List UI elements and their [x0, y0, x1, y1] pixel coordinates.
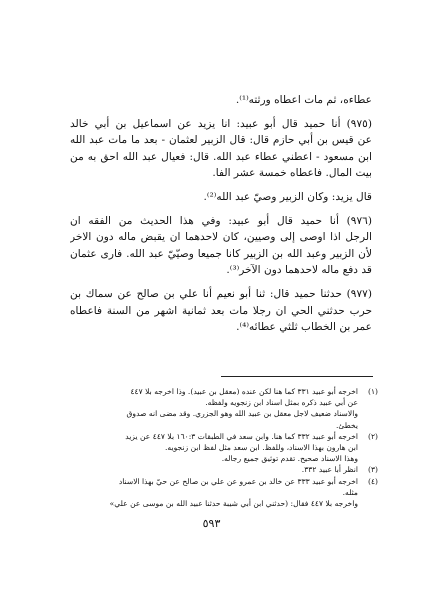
footnote-line: وهذا الاسناد صحيح. تقدم توثيق جميع رجاله. — [221, 454, 358, 464]
footnote — [56, 464, 378, 475]
footnotes-block — [56, 386, 378, 509]
page-number: ٥٩٣ — [202, 517, 221, 530]
footnote-line: انظر أبا عبيد ٣٣٢. — [301, 465, 358, 475]
text-line: (٩٧٥) أنا حميد قال أبو عبيد: انا يزيد عن اسماعيل بن أبي خالد — [70, 117, 372, 130]
footnote-line: اخرجه أبو عبيد ٣٣٢ كما هنا. وابن سعد في الطبقات ١٦٠:٣ بلا ٤٤٧ عن يزيد — [125, 431, 358, 441]
footnote-line: مثله. — [342, 487, 358, 497]
footnote-line: اخرجه أبو عبيد ٣٣٣ عن خالد بن عمرو عن علي بن صالح عن حيّ بهذا الاسناد — [118, 476, 358, 486]
text-line: عن قيس بن أبي حازم قال: قال الزبير لعثمان - بعد ما مات عبد الله — [70, 134, 372, 147]
footnote — [56, 386, 378, 431]
footnote-line: عن أبي عبيد ذكره بمثل اسناد ابن زنجويه ولفظه. — [205, 398, 358, 408]
footnote-line: والاسناد ضعيف لاجل معقل بن عبيد الله وهو الجزري. وقد مضى انه صدوق — [126, 409, 358, 419]
text-line: عمر بن الخطاب ثلثي عطائه⁽⁴⁾. — [236, 321, 372, 334]
text-line: (٩٧٦) أنا حميد قال أبو عبيد: وفي هذا الحديث من الفقه ان — [70, 214, 372, 227]
footnote-line: اخرجه أبو عبيد ٣٣١ كما هنا لكن عنده (معقل بن عبيد). وذا اخرجه بلا ٤٤٧ — [130, 387, 358, 396]
paragraph-gap — [70, 279, 372, 286]
main-text-block — [70, 92, 372, 336]
paragraph-gap — [70, 182, 372, 189]
footnote-line: يخطئ. — [336, 420, 358, 430]
footnote-number: (٤) — [367, 476, 378, 486]
paragraph-gap — [70, 206, 372, 213]
footnote-text — [56, 431, 358, 465]
footnote-number: (٢) — [367, 431, 378, 441]
footnote-text — [56, 464, 358, 475]
text-line: قال يزيد: وكان الزبير وصيّ عبد الله⁽²⁾. — [203, 190, 372, 203]
footnote-line: واخرجه بلا ٤٤٧ فقال: (حدثني ابن أبي شيبة حدثنا عبيد الله بن موسى عن علي» — [109, 499, 358, 509]
footnote-text — [56, 386, 358, 431]
footnote — [56, 476, 378, 510]
footnote-separator — [221, 376, 373, 377]
text-line: قد دفع ماله لاحدهما دون الآخر⁽³⁾. — [226, 264, 372, 277]
footnote-number: (٣) — [367, 465, 378, 475]
text-line: حرب حدثني الحي ان رجلا مات بعد ثمانية اشهر من السنة فاعطاه — [70, 304, 372, 317]
text-line: ابن مسعود - اعطني عطاء عبد الله. قال: فعيال عبد الله احق به من — [70, 150, 372, 163]
text-line: لأن الزبير وعبد الله بن الزبير كانا جميعا وصيّيّ عبد الله. فارى عثمان — [70, 247, 372, 260]
footnote — [56, 431, 378, 465]
text-line: (٩٧٧) حدثنا حميد قال: ثنا أبو نعيم أنا علي بن صالح عن سماك بن — [70, 287, 372, 300]
paragraph-gap — [70, 109, 372, 116]
text-line: عطاءه، ثم مات اعطاه ورثته⁽¹⁾. — [235, 94, 372, 106]
text-line: بيت المال. فاعطاه خمسة عشر الفا. — [212, 167, 372, 180]
footnote-text — [56, 476, 358, 510]
footnote-line: ابن هارون بهذا الاسناد، وللفظ. ابن سعد مثل لفظ ابن زنجويه. — [165, 443, 358, 453]
text-line: الرجل اذا اوصى إلى وصيين، كان لاحدهما ان يقبض ماله دون الاخر — [70, 231, 372, 244]
footnote-number: (١) — [367, 387, 378, 396]
